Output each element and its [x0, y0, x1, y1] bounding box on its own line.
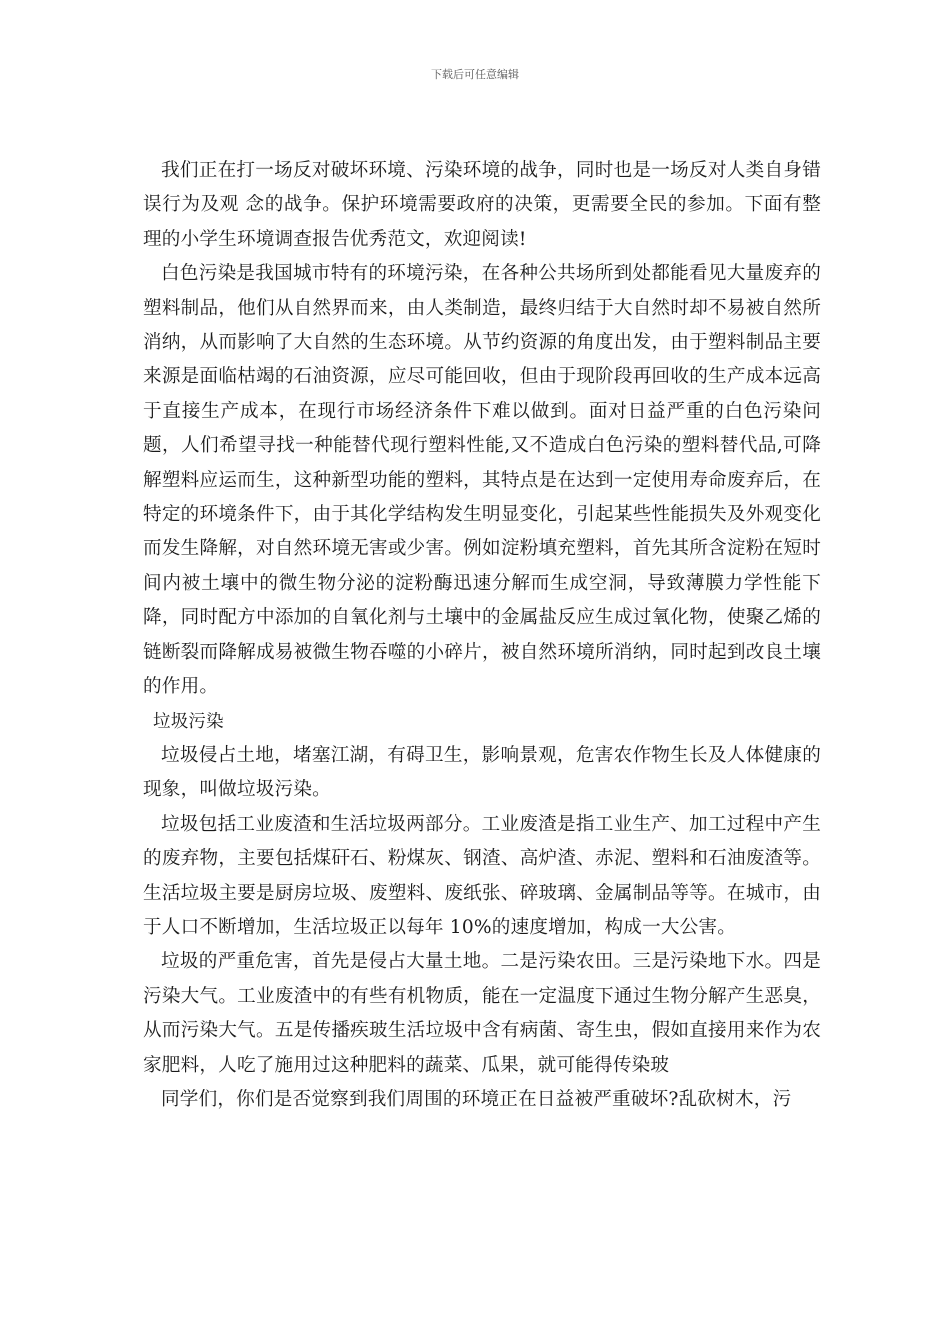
classmates-paragraph: 同学们，你们是否觉察到我们周围的环境正在日益被严重破坏?乱砍树木，污: [161, 1088, 792, 1110]
garbage-composition-paragraph: 垃圾包括工业废渣和生活垃圾两部分。工业废渣是指工业生产、加工过程中产生的废弃物，主要包括煤矸石、粉煤灰、钢渣、高炉渣、赤泥、塑料和石油废渣等。生活垃圾主要是厨房垃圾、废塑料、废纸张、碎玻璃、金属制品等等。在城市，由于人口不断增加，生活垃圾正以每年 10%的速度增加，构成一大公害。: [143, 813, 821, 938]
garbage-harm-paragraph: 垃圾的严重危害，首先是侵占大量土地。二是污染农田。三是污染地下水。四是污染大气。工业废渣中的有些有机物质，能在一定温度下通过生物分解产生恶臭，从而污染大气。五是传播疾玻生活垃圾中含有病菌、寄生虫，假如直接用来作为农家肥料，人吃了施用过这种肥料的蔬菜、瓜果，就可能得传染玻: [143, 951, 821, 1076]
section-heading-garbage-pollution: 垃圾污染: [153, 711, 224, 732]
page-header-note: 下载后可任意编辑: [431, 68, 519, 81]
garbage-definition-paragraph: 垃圾侵占土地，堵塞江湖，有碍卫生，影响景观，危害农作物生长及人体健康的现象，叫做垃圾污染。: [143, 744, 821, 801]
intro-paragraph: 我们正在打一场反对破坏环境、污染环境的战争，同时也是一场反对人类自身错误行为及观 念的战争。保护环境需要政府的决策，更需要全民的参加。下面有整理的小学生环境调查报告优秀范文，欢迎阅读!: [143, 160, 821, 250]
white-pollution-paragraph: 白色污染是我国城市特有的环境污染，在各种公共场所到处都能看见大量废弃的塑料制品，他们从自然界而来，由人类制造，最终归结于大自然时却不易被自然所消纳，从而影响了大自然的生态环境。从节约资源的角度出发，由于塑料制品主要来源是面临枯竭的石油资源，应尽可能回收，但由于现阶段再回收的生产成本远高于直接生产成本，在现行市场经济条件下难以做到。面对日益严重的白色污染问题，人们希望寻找一种能替代现行塑料性能,又不造成白色污染的塑料替代品,可降解塑料应运而生，这种新型功能的塑料，其特点是在达到一定使用寿命废弃后，在特定的环境条件下，由于其化学结构发生明显变化，引起某些性能损失及外观变化而发生降解，对自然环境无害或少害。例如淀粉填充塑料，首先其所含淀粉在短时间内被土壤中的微生物分泌的淀粉酶迅速分解而生成空洞，导致薄膜力学性能下降，同时配方中添加的自氧化剂与土壤中的金属盐反应生成过氧化物，使聚乙烯的链断裂而降解成易被微生物吞噬的小碎片，被自然环境所消纳，同时起到改良土壤的作用。: [143, 263, 821, 698]
document-body: [143, 154, 821, 1117]
